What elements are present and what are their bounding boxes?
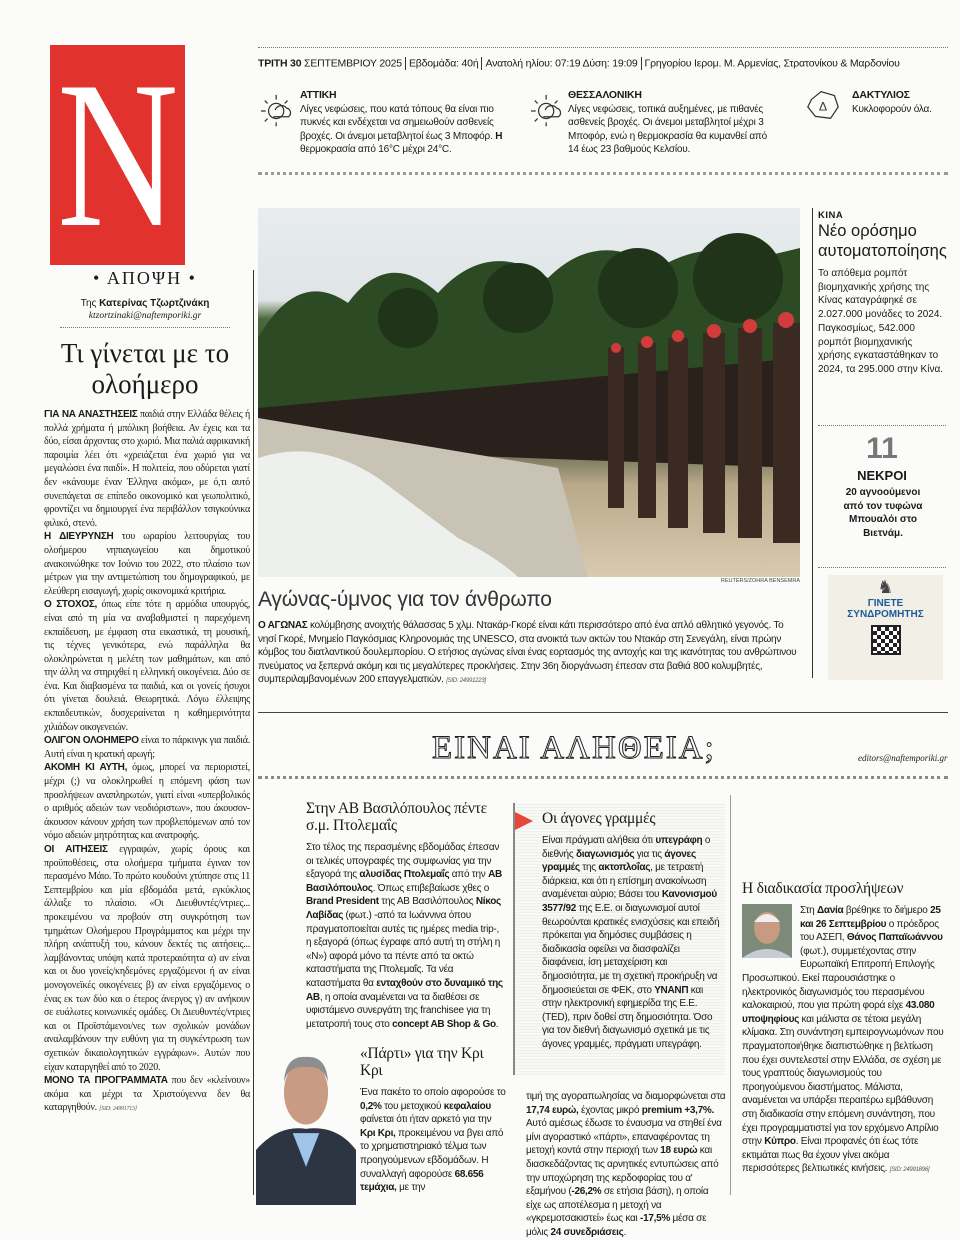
text-run: Λίγες νεφώσεις, που κατά τόπους θα είναι πιο πυκνές και ενδέχεται να σημειωθούν ασθενείς βροχές. Οι άνεμοι μεταβλητοί έως 3 Μποφόρ. [300,103,496,142]
text-run: Ένα πακέτο το οποίο αφορούσε το [360,1087,506,1098]
bold-text: Brand President [306,896,379,908]
reader-icon: ♞ [877,577,894,597]
text-run: μέσα σε μόλις [526,1213,707,1238]
bold-text: Νίκος Λαβίδας [306,896,501,921]
text-run: του μετοχικού [381,1100,444,1112]
newspaper-logo: N [50,45,185,265]
text-run: Αυτό αμέσως έδωσε το έναυσμα να στηθεί ένα μίνι αγοραστικό «πάρτι», επαναφέροντας τη μετοχή κοντά στην περιοχή των [526,1118,722,1157]
weather-thessaloniki: ΘΕΣΣΑΛΟΝΙΚΗ Λίγες νεφώσεις, τοπικά αυξημένες, με πιθανές ασθενείς βροχές. Οι άνεμοι μεταβλητοί μέχρι 3 Μποφόρ, ενώ η θερμοκρασία θα κυμανθεί από 14 έως 23 βαθμούς Κελσίου. [568,89,767,155]
article-krikri-cont [526,1090,726,1240]
column-divider [730,795,731,1195]
bold-text: 18 ευρώ [660,1145,698,1157]
bold-text: Θάνος Παπαϊωάννου [846,932,943,944]
stat-number: 11 [866,432,898,465]
subscribe-promo[interactable] [828,575,943,680]
bold-text: premium +3,7%. [641,1104,714,1116]
text-run: παιδιά στην Ελλάδα θέλεις ή πολλά χρήματα ή μπόλικη βοήθεια. Αν έχεις και τα δύο, είσαι άρχοντας στο χωριό. Μια παλιά αφρικανική παροιμία λέει ότι «χρειάζεται ένα χωριό για να μεγαλώσει ένα παιδί». Η πολιτεία, που οδύρεται γιατί δεν «κάνουμε έναν Έλληνα ακόμα», με ό,τι αυτό συνεπάγεται σε επίπεδο οικονομικό και γεωπολιτικό, φροντίζει να δημιουργεί ένα περιβάλλον τσιγκούνικα φιλικό, στενό. [44,409,250,529]
text-run: εγγραφών, χωρίς όρους και προϋποθέσεις, στα ολοήμερα τμήματα έγιναν τον περασμένο Μάιο. Το πρώτο κουδούνι χτύπησε στις 11 Σεπτεμβρίου και μία εβδομάδα μετά, εγκύκλιος άλλαξε το πλαίσιο. «Οι Διευθυντές/ντριες... προκειμένου να προβούν στη συγκρότηση των τμημάτων Ολοήμερου Προγράμματος και μέχρι την πλήρη ανάπτυξή του, κάνουν δεκτές τις αιτήσεις... λαμβάνοντας υπόψη κατά προτεραιότητα α) αν είναι και οι δυο γονείς/κηδεμόνες εργαζόμενοι ή αν είναι μονογονεϊκές οικογένειες β) αν είναι εργαζόμενος ο ένας εκ των δύο και ο έτερος άνεργος γ) αν ανήκουν σε ευάλωτες κοινωνικές ομάδες. Οι Διευθυντές/ντριες και οι Προϊστάμενοι/νες των σχολικών μονάδων αναλαμβάνουν την ευθύνη για τη συγκέντρωση των σχετικών δικαιολογητικών εγγράφων». Αυτών που είχαν καταργηθεί από το 2020. [44,844,250,1073]
column-divider [253,270,254,1195]
column-rule [258,776,948,780]
paragraph [44,530,250,598]
text-run: Κυκλοφορούν όλα. [852,103,932,115]
text-run: και διασκεδάζοντας τις αρνητικές εντυπώσεις από την υποχώρηση της κερδοφορίας του α' εξαμήνου ( [526,1145,719,1198]
bold-text: αλυσίδας Πτολεμαΐς [359,869,450,881]
text-run: . [623,1226,627,1238]
text-run: όπως είπε τότε η αρμόδια υπουργός, είναι από τη μία να αναβαθμιστεί η παρεχόμενη εκπαίδευση, με έμφαση στα εικαστικά, τη μουσική, τις τέχνες γενικότερα, ενώ παράλληλα θα ολοκληρώνεται η μελέτη των μαθημάτων, και από την άλλη να στηριχθεί η ελληνική οικογένεια. Δύο σε ένα. Και διαβασμένα τα παιδιά, και οι γονείς ήσυχοι ότι γίνεται δουλειά. Θεωρητικά. Λόγω έλλειψης εκπαιδευτικών, δυσχεραίνεται η καθημερινότητα χιλιάδων οικογενειών. [44,599,251,733]
bold-text: 17,74 ευρώ, [526,1104,579,1116]
header-rule [258,172,948,175]
paragraph [44,1074,250,1117]
red-arrow-icon [515,812,535,830]
sidebar-divider [812,208,813,678]
text-run: έχοντας μικρό [578,1104,642,1116]
bold-text: -17,5% [640,1213,670,1225]
text-run: της ΑΒ Βασιλόπουλος [378,896,476,908]
text-run: κολύμβησης ανοιχτής θάλασσας 5 χλμ. Ντακάρ-Γκορέ είναι κάτι περισσότερο από ένα απλό αθλητικό γεγονός. Το νησί Γκορέ, Μνημείο Παγκόσμιας Κληρονομιάς της UNESCO, στα ανοικτά των ακτών του Ντακάρ στη Σενεγάλη, είναι πρώην κόμβος του διατλαντικού δουλεμπορίου. Ο ετήσιος αγώνας είναι ένας εορτασμός της αντοχής και της ικανότητας του ανθρώπινου πνεύματος να ξεπερνά ακόμη και τις μεγαλύτερες προκλήσεις. Στην 36η διοργάνωση έπεσαν στα βαθιά 800 κολυμβητές, συμπεριλαμβανομένων 200 επαγγελματιών. [258,620,797,686]
dateline: ΤΡΙΤΗ 30 ΣΕΠΤΕΜΒΡΙΟΥ 2025 Εβδομάδα: 40ή Ανατολή ηλίου: 07:19 Δύση: 19:09 Γρηγορίου Ιερομ. Μ. Αρμενίας, Στρατονίκου & Μαρδονίου [258,57,900,70]
text-run: ο διεθνής [542,835,711,860]
text-run: προκειμένου να βγει από το χρηματιστηριακό τέλμα των προηγούμενων εβδομάδων. Η συναλλαγή αφορούσε [360,1127,504,1180]
bold-text: Κρι Κρι, [360,1127,396,1139]
article-title: «Πάρτι» για την Κρι Κρι [360,1045,484,1079]
bold-text: 68.656 τεμάχια, [360,1168,484,1194]
bold-text: υπεγράφη [655,835,703,846]
portrait-photo [256,1040,356,1205]
section-label: • ΑΠΟΨΗ • [93,268,197,288]
column-email[interactable]: editors@naftemporiki.gr [858,753,948,763]
partly-cloudy-icon [260,92,298,130]
bold-text: ενταχθούν στο δυναμικό της ΑΒ [306,977,503,1003]
text-run: τιμή της αγοραπωλησίας να διαμορφώνεται στα [526,1091,726,1102]
bold-text: 0,2% [360,1100,382,1112]
text-run: του ωραρίου λειτουργίας του ολοήμερου νηπιαγωγείου και δημοτικού ανακοινώθηκε τον Ιούνιο του 2022, στο πλαίσιο των μέτρων για την αντιμετώπιση του δημογραφικού, με ελεύθερη εισαγωγή, χωρίς οικονομικά κριτήρια. [44,531,251,597]
text-run: φαίνεται ότι ήταν αρκετό για την [360,1114,492,1126]
bold-text: άγονες γραμμές [542,848,696,874]
opinion-body [44,408,250,1117]
weather-traffic-ring: ΔΑΚΤΥΛΙΟΣ Κυκλοφορούν όλα. [852,89,932,115]
bold-text: 43.080 υποψηφίους [742,1000,935,1025]
text-run: . Είναι προφανές ότι έως τότε εκτιμάται πως θα έχουν γίνει ακόμα περισσότερες βελτιωτικές κινήσεις. [742,1136,919,1175]
bold-text: ΟΛΙΓΟΝ ΟΛΟΗΜΕΡΟ [44,735,139,747]
article-asep [742,880,947,1178]
bold-text: Κανονισμού 3577/92 [542,889,717,914]
opinion-title: Τι γίνεται με το ολοήμερο [60,338,230,399]
top-rule [258,47,948,48]
text-run: για τις [634,848,665,860]
swimmers-photo [258,208,800,577]
divider [818,425,946,426]
article-ferries [542,810,720,1052]
text-run: με την [396,1182,426,1194]
text-run: σε ετήσια βάση), η οποία είχε ως αποτέλεσμα η μετοχή να «γκρεμοτσακιστεί» έως και [526,1186,709,1225]
text-run: . Όπως επιβεβαίωσε χθες ο [372,882,490,894]
paragraph [44,843,250,1074]
sidebar-title: Νέο ορόσημο αυτοματοποίησης [818,222,947,260]
text-run: που δεν «κλείνουν» ακόμα και μέχρι τα Χριστούγεννα δεν θα καταργηθούν. [44,1075,250,1114]
sidebar-body: Το απόθεμα ρομπότ βιομηχανικής χρήσης της Κίνας καταγράφηκέ σε 2.027.000 μονάδες το 2024. Παγκοσμίως, 542.000 ρομπότ βιομηχανικής χρήσης εγκαταστάθηκαν το 2024, τα 295.000 στην Κίνα. [818,268,944,375]
bold-text: concept AB Shop & Go [392,1018,496,1030]
photo-story-body [258,619,800,689]
bold-text: ΓΙΑ ΝΑ ΑΝΑΣΤΗΣΕΙΣ [44,409,138,420]
article-title: Η διαδικασία προσλήψεων [742,880,904,897]
text-run: και στην ηλεκτρονική εφημερίδα της Ε.Ε. (TED), πριν δοθεί στη δημοσιότητα. Όσο για τον διεθνή διαγωνισμό σχετικά με τις άγονες γραμμές, πράγματι υπεγράφη. [542,984,713,1050]
stat-text: 20 αγνοούμενοι από τον τυφώνα Μπουαλόι στο Βιετνάμ. [843,487,923,539]
text-run: θερμοκρασία από 16°C μέχρι 24°C. [300,144,452,155]
bold-text: ακτοπλοΐας [598,862,651,874]
text-run: είναι το πάρκινγκ για παιδιά. Αυτή είναι η κρατική αρωγή; [44,735,250,760]
text-run: Στο τέλος της περασμένης εβδομάδας έπεσαν οι τελικές υπογραφές της συμφωνίας για την εξαγορά της [306,842,500,881]
paragraph [44,598,250,734]
divider [818,567,946,568]
sidebar-kicker: ΚΙΝΑ [818,210,844,221]
article-ab [306,800,506,1031]
bold-text: Η [495,130,503,142]
text-run: της [579,862,599,874]
text-run: Λίγες νεφώσεις, τοπικά αυξημένες, με πιθανές ασθενείς βροχές. Οι άνεμοι μεταβλητοί μέχρι 3 Μποφόρ, ενώ η θερμοκρασία θα κυμανθεί από 14 έως 23 βαθμούς Κελσίου. [568,103,767,155]
text-run: (φωτ.), συμμετέχοντας στην Ευρωπαϊκή Επιτροπή Επιλογής Προσωπικού. Εκεί παρουσιάστηκε ο ηλεκτρονικός διαγωνισμός του περασμένου καλοκαιριού, που για πρώτη φορά είχε [742,945,935,1012]
text-run: Είναι πράγματι αλήθεια ότι [542,835,656,846]
text-run: από την [449,869,489,881]
portrait-photo [742,904,792,958]
bold-text: -26,2% [571,1186,602,1198]
bold-text: 25 και 26 Σεπτεμβρίου [800,905,941,930]
text-run: όμως, μπορεί να περιοριστεί, μέχρι (;) να ολοκληρωθεί η επόμενη φάση των προσλήψεων αναπληρωτών, γιατί είναι «υπερβολικός ο αριθμός αδειών των νεοδιόριστων», που άκουσον-άκουσον κάνουν χρήση των προβλεπόμενων από τον νόμο αδειών μητρότητας και ανατροφής. [44,762,250,842]
text-run: . [495,1018,499,1030]
text-run: της Ε.Ε. οι διαγωνισμοί αυτοί θεωρούνται κρατικές ενισχύσεις και επειδή πρόκειται για δημόσιες συμβάσεις η διαδικασία οφείλει να διασφαλίζει διαφάνεια, ίση μεταχείριση και δημοσιότητα, με τη σχετική προκήρυξη να δημοσιεύεται σε ΦΕΚ, στο [542,902,720,996]
photo-credit: REUTERS/ZOHRA BENSEMRA [720,578,800,584]
paragraph [44,734,250,761]
bold-text: Δανία [817,905,844,916]
divider [60,327,230,328]
bold-text: Η ΔΙΕΥΡΥΝΣΗ [44,531,114,543]
column-title: ΕΙΝΑΙ ΑΛΗΘΕΙΑ; [432,730,716,766]
author-email[interactable]: ktzortzinaki@naftemporiki.gr [88,311,202,321]
photo-story-title: Αγώνας-ύμνος για τον άνθρωπο [258,588,552,611]
bold-text: κεφαλαίου [443,1100,491,1112]
text-run: Στη [800,905,817,916]
text-run: , η οποία αναμένεται να τα διαθέσει σε υφιστάμενο συνεργάτη της franchisee για τη μετατροπή τους στο [306,991,491,1030]
text-run: , με τετραετή διάρκεια, και ότι η επίσημη ανακοίνωση αναμένεται αύριο; Βάσει του [542,862,707,901]
text-run: ο πρόεδρος του ΑΣΕΠ, [800,918,939,944]
text-run: και μάλιστα σε τέτοια μεγάλη κλίμακα. Στη συνάντηση εμπειρογνωμόνων που πραγματοποιήθηκε διαπιστώθηκε η βελτίωση που έχει συντελεστεί στην Ελλάδα, σε σχέση με τους γραπτούς διαγωνισμούς του προηγούμενου διαστήματος. Μάλιστα, αναμένεται να υπάρξει περαιτέρω εμβάθυνση στη διαδικασία στην επόμενη συνάντηση, που έχει προγραμματιστεί για τον ερχόμενο Απρίλιο στην [742,1013,944,1148]
text-run: (φωτ.) -από τα Ιωάννινα όπου πραγματοποιείται αυτές τις ημέρες media trip-, η εξαγορά (όπως έγραφε από αυτή τη στήλη η «Ν») αφορά μόνο τα πέντε από τα οκτώ καταστήματα της Πτολεμαΐς. Τα νέα καταστήματα θα [306,909,501,989]
story-id: [SID: 24991223] [446,678,486,685]
bold-text: ΑΒ Βασιλόπουλος [306,869,502,894]
bold-text: Ο ΣΤΟΧΟΣ, [44,599,98,611]
paragraph [44,408,250,530]
ring-zone-icon [804,86,842,124]
story-id: [SID: 24991896] [889,1167,930,1174]
bold-text: Ο ΑΓΩΝΑΣ [258,620,308,631]
partly-cloudy-icon [530,92,568,130]
article-title: Οι άγονες γραμμές [542,810,656,827]
bold-text: 24 συνεδριάσεις [550,1226,624,1238]
story-id: [SID: 24991713] [99,1106,137,1113]
bold-text: ΥΝΑΝΠ [654,984,689,996]
bold-text: ΑΚΟΜΗ ΚΙ ΑΥΤΗ, [44,762,128,774]
section-rule [258,712,948,713]
article-krikri [360,1045,508,1195]
bold-text: Κύπρο [764,1136,796,1148]
svg-text:Δ: Δ [818,99,828,114]
qr-code-icon[interactable] [871,625,901,655]
author-name: Κατερίνας Τζωρτζινάκη [99,298,210,309]
stat-label: ΝΕΚΡΟΙ [857,468,907,483]
subscribe-label[interactable]: ΓΙΝΕΤΕ ΣΥΝΔΡΟΜΗΤΗΣ [847,598,924,620]
article-title: Στην ΑΒ Βασιλόπουλος πέντε σ.μ. Πτολεμαΐς [306,800,487,834]
bold-text: ΟΙ ΑΙΤΗΣΕΙΣ [44,844,108,855]
paragraph [44,761,250,843]
byline: Της Κατερίνας Τζωρτζινάκη [80,298,210,309]
text-run: βρέθηκε το διήμερο [843,905,931,916]
bold-text: διαγωνισμός [575,848,635,860]
weather-attica: ΑΤΤΙΚΗ Λίγες νεφώσεις, που κατά τόπους θα είναι πιο πυκνές και ενδέχεται να σημειωθούν ασθενείς βροχές. Οι άνεμοι μεταβλητοί έως 3 Μποφόρ. Η θερμοκρασία από 16°C μέχρι 24°C. [300,89,503,155]
bold-text: ΜΟΝΟ ΤΑ ΠΡΟΓΡΑΜΜΑΤΑ [44,1075,168,1087]
